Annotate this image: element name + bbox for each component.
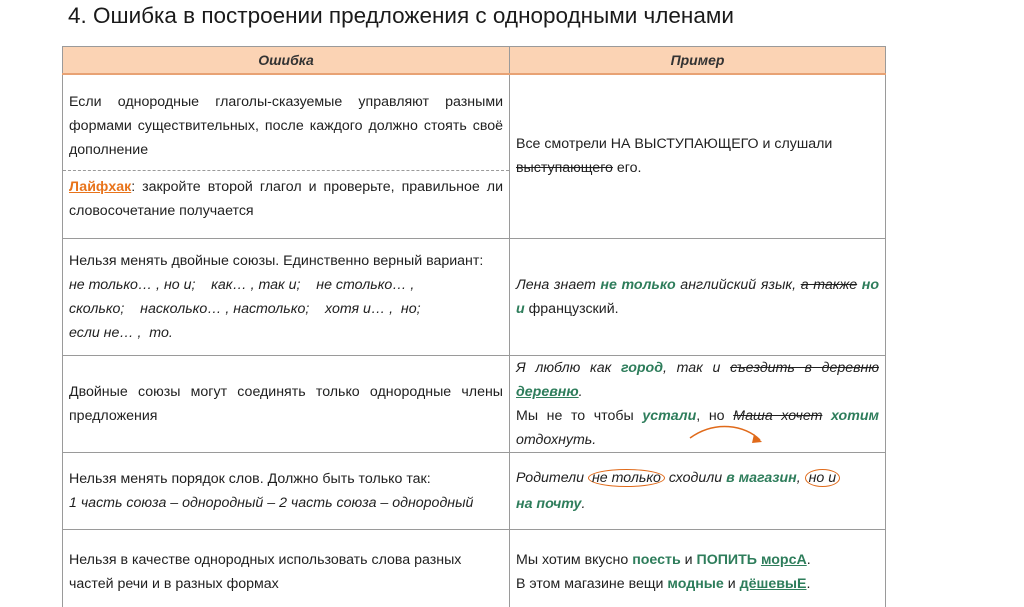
circled-conjunction: не только xyxy=(588,469,665,487)
example-cell xyxy=(510,452,886,529)
example-text: и xyxy=(723,576,740,593)
errors-table xyxy=(62,46,886,607)
example-text: , xyxy=(796,469,805,486)
example-text: В этом магазине вещи xyxy=(516,576,668,593)
error-text: Нельзя менять порядок слов. Должно быть только так: xyxy=(69,470,431,487)
example-highlight: на почту xyxy=(516,495,582,512)
example-text: Родители xyxy=(516,469,588,486)
table-header-row xyxy=(63,47,886,75)
example-highlight: в магазин xyxy=(726,469,797,486)
error-cell xyxy=(63,355,510,452)
example-text xyxy=(822,408,831,424)
example-text: Мы не то чтобы xyxy=(516,407,643,424)
error-text: Нельзя в качестве однородных использовать слова разных частей речи и в разных формах xyxy=(69,552,462,593)
example-text: его. xyxy=(612,160,642,177)
error-text: Нельзя менять двойные союзы. Единственно верный вариант: xyxy=(69,252,484,269)
example-text: , но xyxy=(696,407,734,424)
slide-title: 4. Ошибка в построении предложения с однородными членами xyxy=(68,3,734,28)
conjunction-line: сколько; насколько… , настолько; хотя и… , но; xyxy=(69,300,421,317)
example-text: английский язык, xyxy=(675,276,801,293)
example-text: , так и xyxy=(662,359,731,376)
example-text: . xyxy=(806,576,811,593)
example-highlight: поесть xyxy=(632,552,681,569)
lifehack-label: Лайфхак xyxy=(69,178,132,195)
example-highlight: ПОПИТЬ xyxy=(696,552,757,569)
header-example: Пример xyxy=(510,47,886,75)
example-text: . xyxy=(581,495,586,512)
lifehack-text: : закройте второй глагол и проверьте, правильное ли словосочетание получается xyxy=(69,178,503,219)
example-text: . xyxy=(578,383,583,400)
table-row xyxy=(63,355,886,452)
error-cell xyxy=(63,74,510,238)
example-struck: Маша хочет xyxy=(733,407,823,424)
conjunction-line: если не… , то. xyxy=(69,324,173,341)
table-row xyxy=(63,452,886,529)
example-text: Я люблю как xyxy=(516,359,621,376)
table-row xyxy=(63,238,886,355)
error-text: Если однородные глаголы-сказуемые управляют разными формами существительных, после каждого должно стоять своё дополнение xyxy=(69,93,503,158)
error-cell xyxy=(63,238,510,355)
example-struck: выступающего xyxy=(516,160,613,177)
example-cell xyxy=(510,238,886,355)
example-text: сходили xyxy=(664,469,727,486)
example-text: Все смотрели НА ВЫСТУПАЮЩЕГО и слушали xyxy=(516,136,833,153)
example-highlight: хотим xyxy=(831,407,879,424)
example-cell xyxy=(510,529,886,607)
example-text: . xyxy=(806,552,811,569)
example-highlight: устали xyxy=(642,407,697,424)
error-text: Двойные союзы могут соединять только однородные члены предложения xyxy=(69,383,503,424)
example-highlight: деревню xyxy=(516,383,579,400)
circled-conjunction: но и xyxy=(805,469,841,487)
example-struck: съездить в деревню xyxy=(730,359,879,376)
lifehack-block xyxy=(63,170,509,223)
error-cell xyxy=(63,529,510,607)
example-cell xyxy=(510,355,886,452)
example-highlight: но и xyxy=(516,276,879,317)
header-error: Ошибка xyxy=(63,47,510,75)
example-text: отдохнуть. xyxy=(516,431,597,448)
example-highlight: дёшевыЕ xyxy=(739,576,807,593)
example-text: Лена знает xyxy=(516,276,601,293)
example-struck: а также xyxy=(800,276,858,293)
conjunction-line: не только… , но и; как… , так и; не столько… , xyxy=(69,276,415,293)
example-highlight: город xyxy=(620,359,663,376)
example-highlight: не только xyxy=(600,276,676,293)
table-row xyxy=(63,529,886,607)
rule-text: 1 часть союза – однородный – 2 часть союза – однородный xyxy=(69,494,474,511)
example-text: и xyxy=(680,552,697,569)
example-highlight: модные xyxy=(667,576,724,593)
example-text: французский. xyxy=(524,300,619,317)
example-highlight: морсА xyxy=(760,552,807,569)
example-cell xyxy=(510,74,886,238)
example-text: Мы хотим вкусно xyxy=(516,552,633,569)
table-row xyxy=(63,74,886,238)
error-cell xyxy=(63,452,510,529)
